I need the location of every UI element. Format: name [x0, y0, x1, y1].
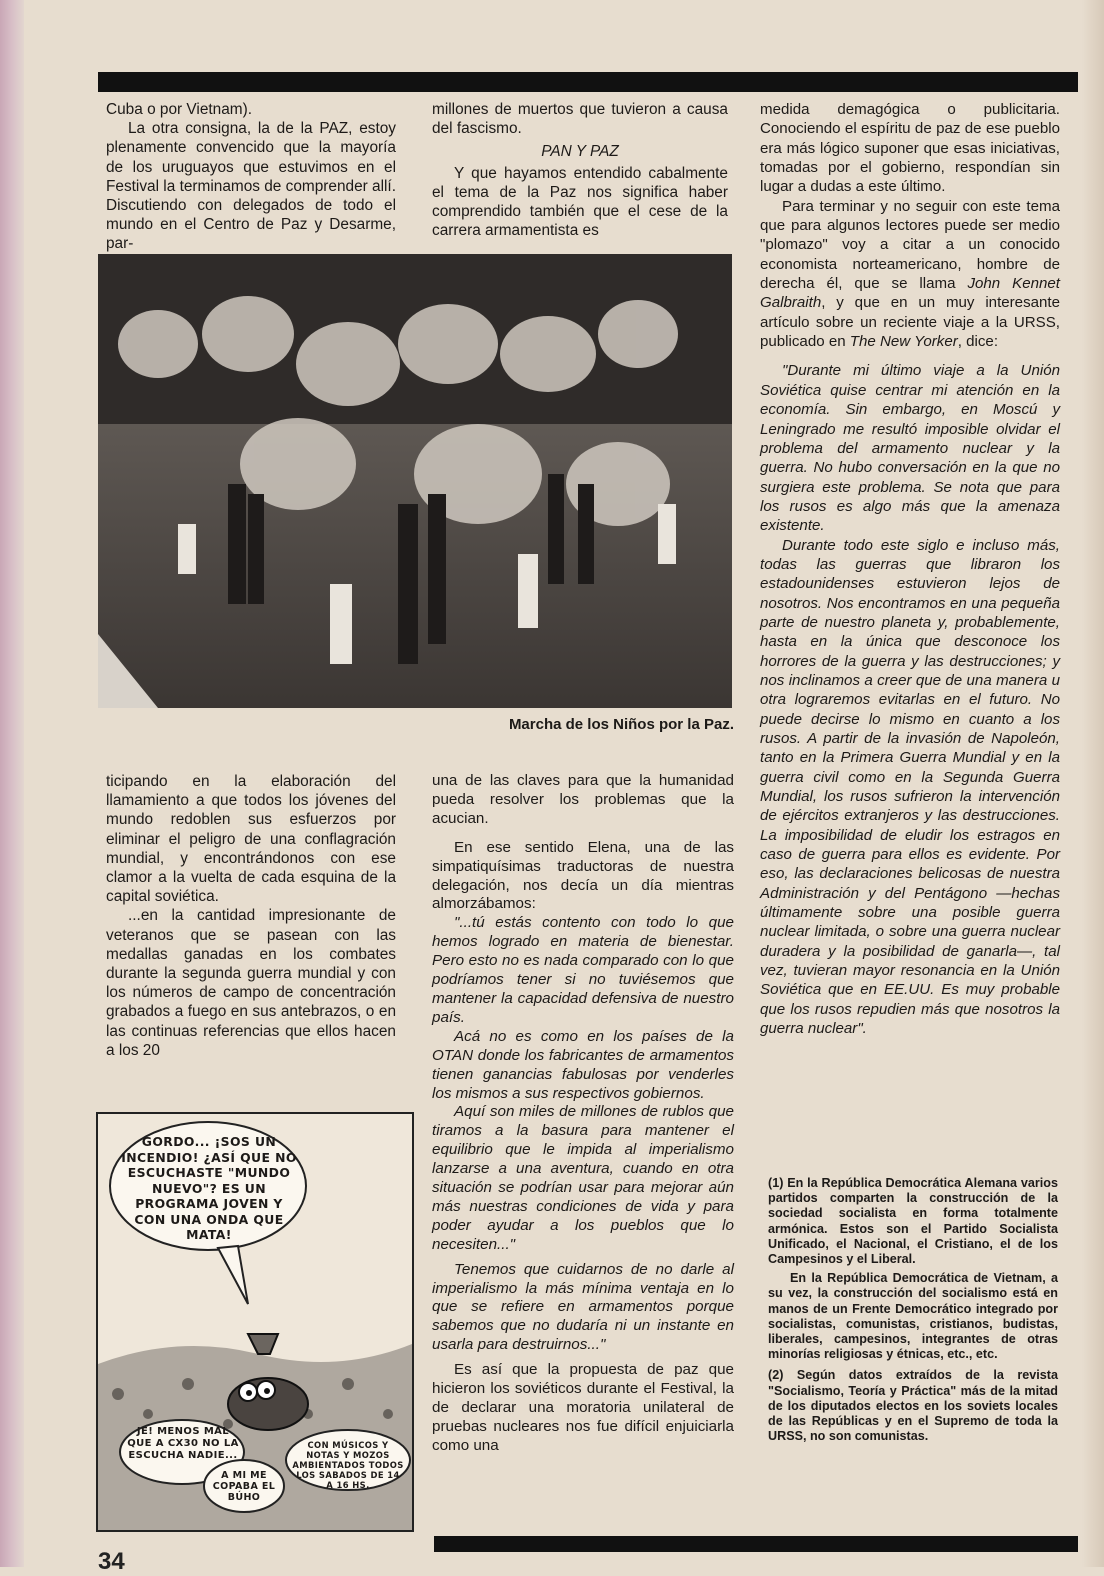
column-3 [760, 100, 1060, 1039]
quote-paragraph: Tenemos que cuidarnos de no darle al imperialismo la más mínima ventaja en lo que se refiere en armamentos porque sabemos que no dudaría ni un instante en usarla para destruirnos..." [432, 1260, 734, 1354]
photo-caption: Marcha de los Niños por la Paz. [508, 716, 734, 733]
paragraph: La otra consigna, la de la PAZ, estoy plenamente convencido que la mayoría de los uruguayos que estuvimos en el Festival la terminamos de comprender allí. Discutiendo con delegados de todo el mundo en el Centro de Paz y Desarme, par- [106, 120, 396, 253]
paragraph: ...en la cantidad impresionante de veteranos que se pasean con las medallas ganadas en los combates durante la segunda guerra mundial y con los números de campo de concentración grabados a fuego en sus antebrazos, o en las continuas referencias que ellos hacen a los 20 [106, 907, 396, 1059]
footnote-1: (1) En la República Democrática Alemana varios partidos comparten la construcción de la sociedad socialista en forma totalmente armónica. Estos son el Partido Socialista Unificado, el Nacional, el Cristiano, el de los Campesinos y el Liberal. [768, 1176, 1058, 1267]
footnotes [768, 1176, 1058, 1444]
column-1-top [106, 100, 396, 254]
quote-paragraph: "...tú estás contento con todo lo que hemos logrado en materia de bienestar. Pero esto no es nada comparado con lo que podríamos tener si no tuviésemos que mantener la capacidad defensiva de nuestro país. [432, 914, 734, 1026]
text: , y que en un muy interesante artículo sobre un reciente viaje a la URSS, publicado en [760, 294, 1060, 351]
page-number: 34 [98, 1548, 125, 1575]
photo-illustration [98, 254, 732, 708]
column-2-bottom [432, 772, 734, 1456]
paragraph: Y que hayamos entendido cabalmente el tema de la Paz nos significa haber comprendido también que el cese de la carrera armamentista es [432, 164, 728, 240]
paragraph: millones de muertos que tuvieron a causa del fascismo. [432, 101, 728, 138]
speech-bubble-4: CON MÚSICOS Y NOTAS Y MOZOS AMBIENTADOS TODOS LOS SABADOS DE 14 A 16 HS. [292, 1440, 404, 1490]
publication-name: The New Yorker [849, 333, 958, 351]
footnote-2: (2) Según datos extraídos de la revista "Socialismo, Teoría y Práctica" más de la mitad de los diputados electos en los soviets locales de las Repúblicas y en el Supremo de toda la URSS, no son comunistas. [768, 1368, 1058, 1444]
speech-bubble-3: A MI ME COPABA EL BÚHO [212, 1470, 276, 1503]
quote-paragraph: Acá no es como en los países de la OTAN donde los fabricantes de armamentos tienen ganancias fabulosas por venderles los mismos a sus respectivos gobiernos. [432, 1027, 734, 1102]
paragraph: Cuba o por Vietnam). [106, 101, 253, 118]
footnote-1-continued: En la República Democrática de Vietnam, a su vez, la construcción del socialismo está en manos de un Frente Democrático integrado por socialistas, comunistas, cristianos, budistas, liberales, campesinos, integrantes de otras minorías religiosas y étnicas, etc., etc. [768, 1271, 1058, 1362]
speech-bubble-2: JE! MENOS MAL QUE A CX30 NO LA ESCUCHA NADIE... [127, 1426, 239, 1461]
column-1-bottom [106, 772, 396, 1060]
top-rule [98, 72, 1078, 92]
speech-bubble-1: GORDO... ¡SOS UN INCENDIO! ¿ASÍ QUE NO ESCUCHASTE "MUNDO NUEVO"? ES UN PROGRAMA JOVEN Y CON UNA ONDA QUE MATA! [121, 1134, 297, 1242]
photo-children-march [98, 254, 732, 708]
paragraph [760, 197, 1060, 352]
column-2-top [432, 100, 728, 240]
quote-paragraph: Durante todo este siglo e incluso más, todas las guerras que libraron los estadounidenses estuvieron lejos de nosotros. Nos encontramos en una pequeña parte de nuestro planeta y, probablemente, hasta en la única que desconoce los horrores de la guerra y las destrucciones; y nos inclinamos a creer que de una manera u otra lograremos evitarlas en el futuro. No puede decirse lo mismo en cuanto a los rusos. A partir de la invasión de Napoleón, tanto en la Primera Guerra Mundial y en la guerra civil como en la Segunda Guerra Mundial, los rusos sufrieron la intervención de ejércitos extranjeros y las destrucciones. La imposibilidad de eludir los estragos en caso de guerra para ellos es evidente. Por eso, las declaraciones belicosas de nuestra Administración y del Pentágono —hechas últimamente sobre una posible guerra nuclear limitada, o sobre una guerra nuclear duradera y la posibilidad de ganarla—, tal vez, tuvieran mayor resonancia en la Unión Soviética que en EE.UU. Es muy probable que los rusos repudien más que nosotros la guerra nuclear". [760, 536, 1060, 1038]
paragraph: una de las claves para que la humanidad pueda resolver los problemas que la acucian. [432, 772, 734, 827]
paragraph: En ese sentido Elena, una de las simpatiquísimas traductoras de nuestra delegación, nos decía un día mientras almorzábamos: [432, 838, 734, 913]
bottom-rule [434, 1536, 1078, 1552]
paragraph: medida demagógica o publicitaria. Conociendo el espíritu de paz de ese pueblo era más lógico suponer que esas iniciativas, tomadas por el gobierno, respondían sin lugar a dudas a este último. [760, 101, 1060, 196]
quote-paragraph: Aquí son miles de millones de rublos que tiramos a la basura para mantener el equilibrio que le impida al imperialismo lanzarse a una aventura, cuando en otra situación se podrían usar para mejorar aún más nuestras condiciones de vida y para poder ayudar a los pueblos que lo necesiten..." [432, 1103, 734, 1253]
section-heading: PAN Y PAZ [541, 143, 619, 161]
quote-paragraph: "Durante mi último viaje a la Unión Soviética quise centrar mi atención en la economía. Sin embargo, en Moscú y Leningrado me resultó imposible olvidar el problema del armamento nuclear y la guerra. No hubo conversación en la que no surgiera este problema. Se nota que para los rusos es algo más que la amenaza existente. [760, 362, 1060, 535]
paragraph: Es así que la propuesta de paz que hicieron los soviéticos durante el Festival, la de declarar una moratoria unilateral de pruebas nucleares nos fue difícil enjuiciarla como una [432, 1361, 734, 1454]
comic-strip [96, 1112, 414, 1532]
text: Para terminar y no seguir con este tema que para algunos lectores puede ser medio "plomazo" voy a citar a un conocido economista norteamericano, hombre de derecha él, que se llama [760, 197, 1060, 293]
binding-edge [0, 0, 24, 1567]
page-edge [1082, 0, 1104, 1567]
text: , dice: [957, 333, 999, 351]
person-name: John Kennet Galbraith [760, 275, 1060, 312]
paragraph: ticipando en la elaboración del llamamiento a que todos los jóvenes del mundo redoblen sus esfuerzos por eliminar el peligro de una conflagración mundial, y encontrándonos con ese clamor a la vuelta de cada esquina de la capital soviética. [106, 773, 396, 906]
